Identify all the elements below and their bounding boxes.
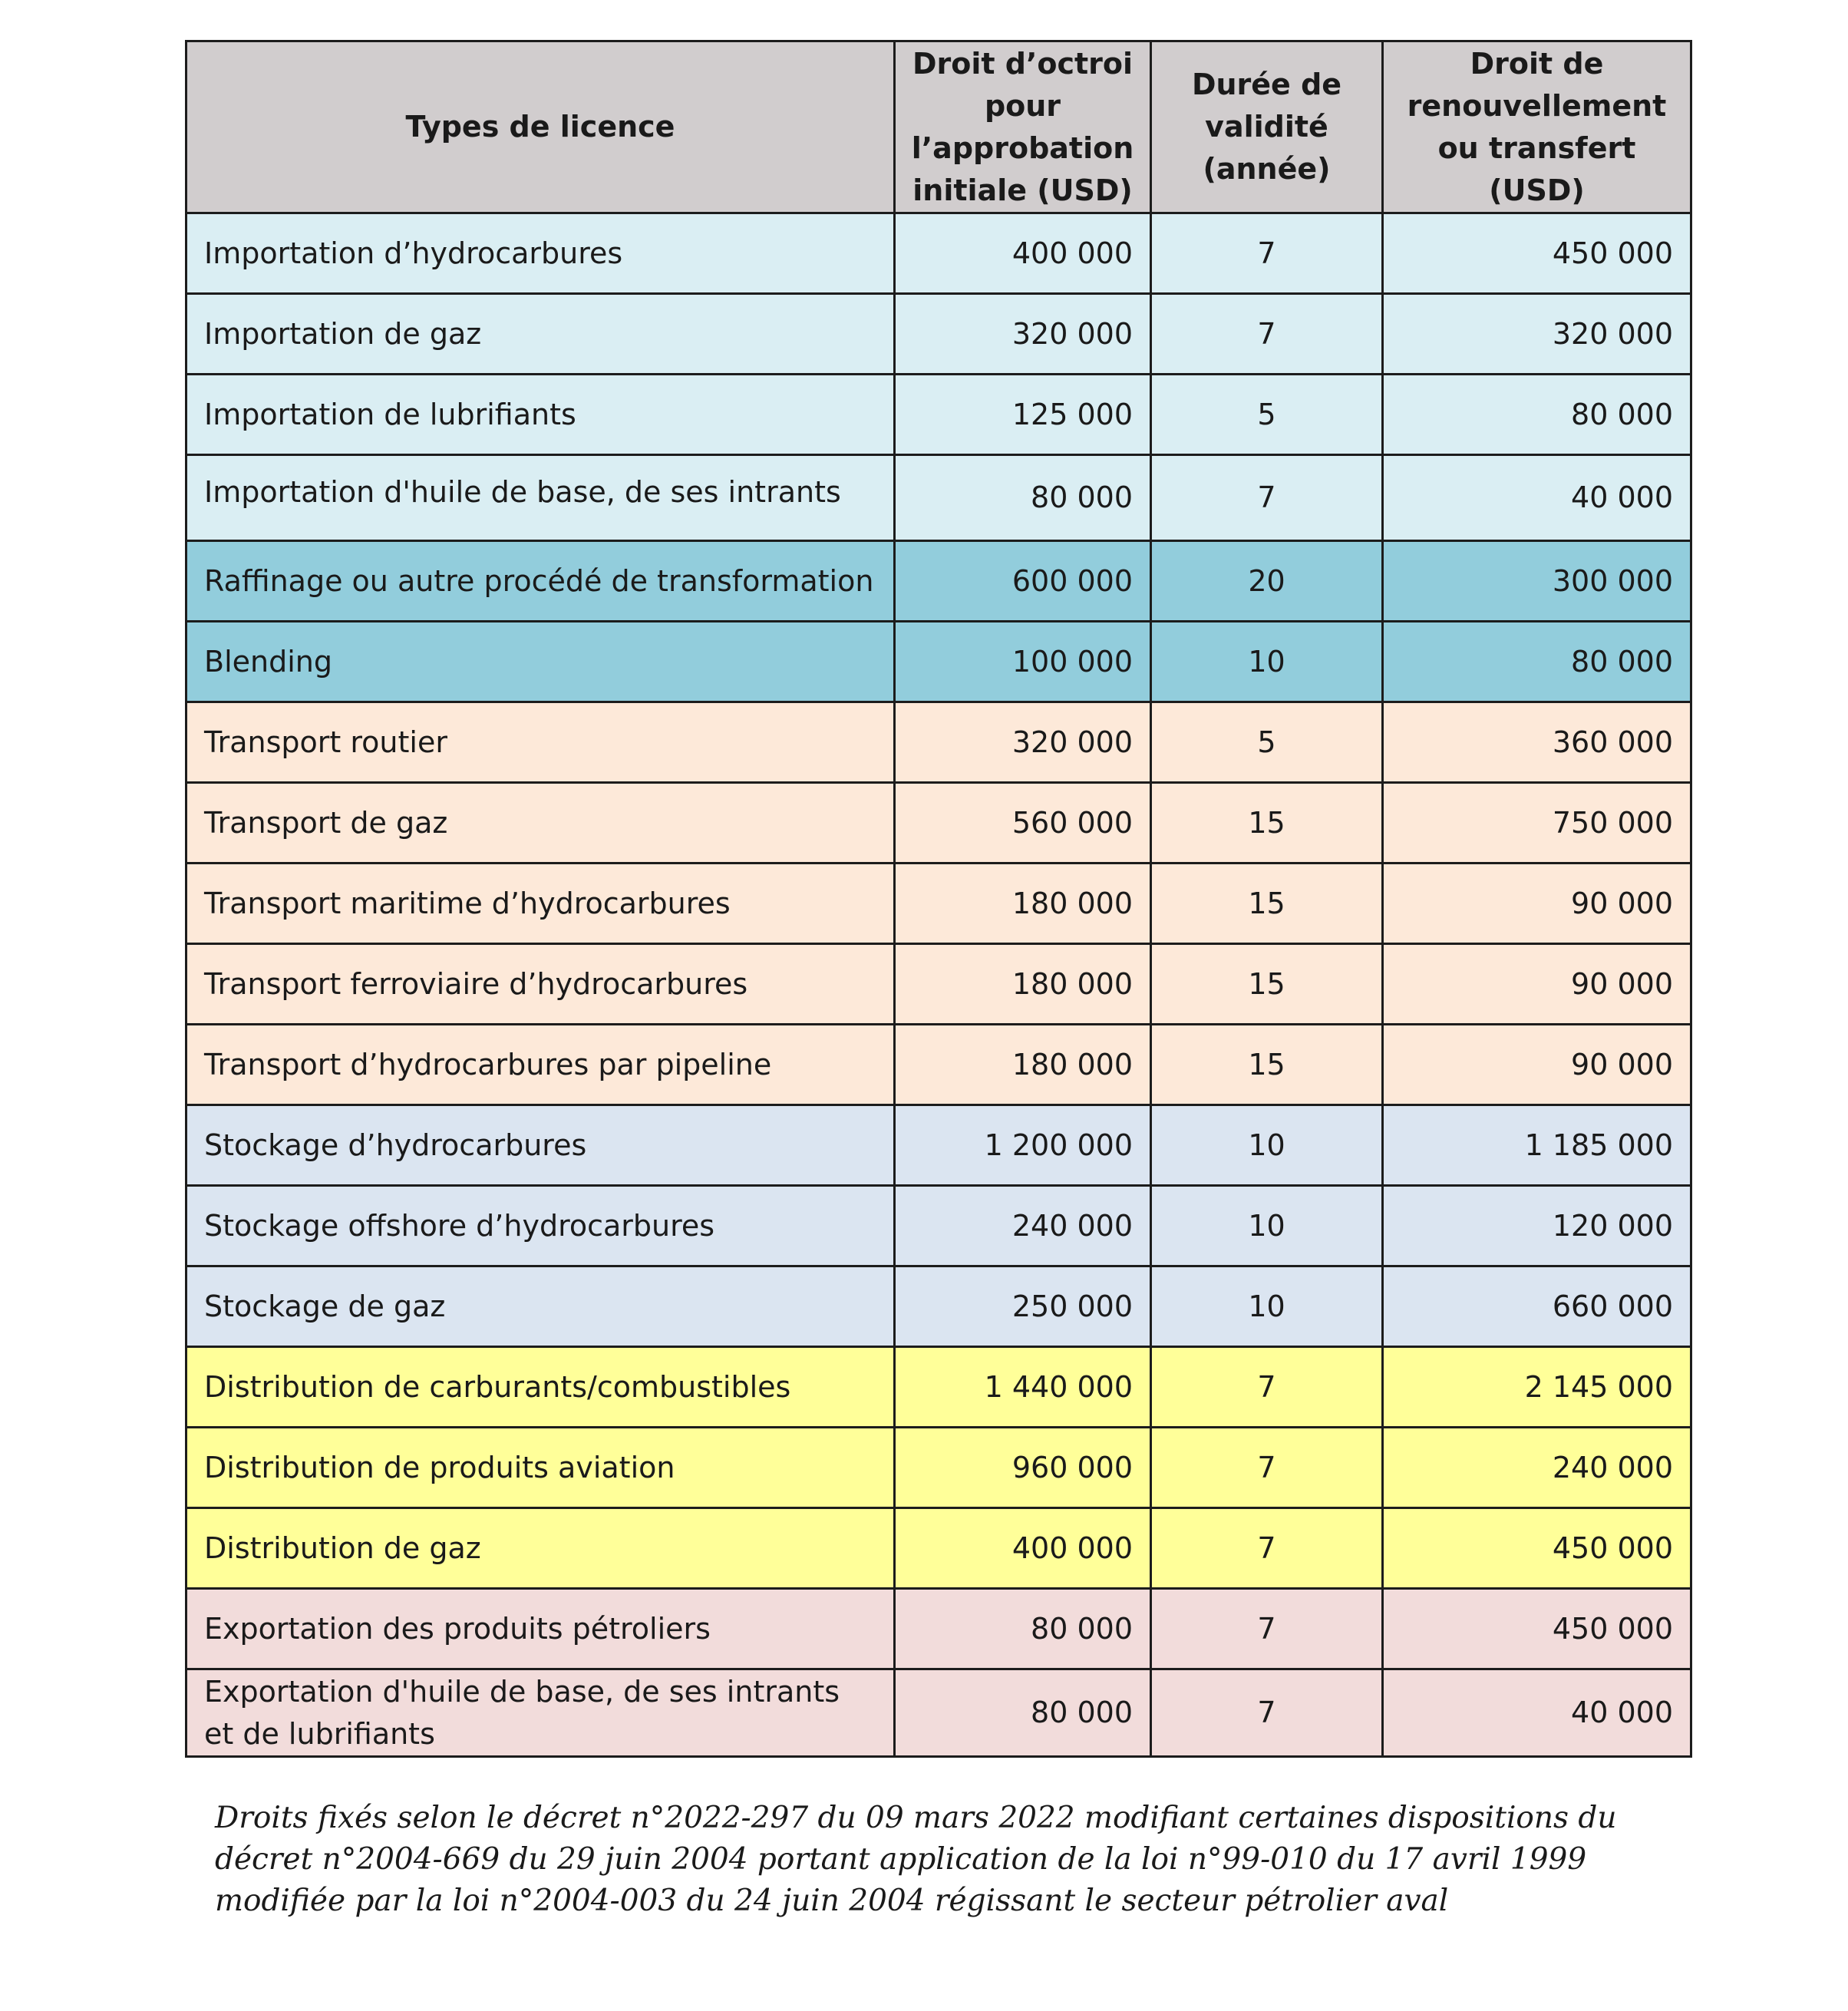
cell-validity-years: 7 (1151, 1428, 1383, 1508)
cell-validity-years: 15 (1151, 783, 1383, 864)
cell-grant-fee: 180 000 (895, 944, 1151, 1025)
cell-renewal-fee: 660 000 (1383, 1266, 1691, 1347)
cell-license-type: Distribution de gaz (186, 1508, 895, 1589)
cell-renewal-fee: 120 000 (1383, 1186, 1691, 1266)
cell-grant-fee: 180 000 (895, 864, 1151, 944)
cell-license-type: Blending (186, 622, 895, 702)
cell-validity-years: 7 (1151, 1347, 1383, 1428)
cell-license-type: Importation de gaz (186, 294, 895, 375)
cell-grant-fee: 1 200 000 (895, 1105, 1151, 1186)
cell-grant-fee: 80 000 (895, 1669, 1151, 1757)
cell-license-type: Importation d’hydrocarbures (186, 213, 895, 294)
cell-license-type: Stockage d’hydrocarbures (186, 1105, 895, 1186)
cell-renewal-fee: 240 000 (1383, 1428, 1691, 1508)
table-row (186, 1025, 1691, 1105)
cell-validity-years: 20 (1151, 541, 1383, 622)
table-row (186, 1105, 1691, 1186)
footnote: Droits fixés selon le décret n°2022-297 du 09 mars 2022 modifiant certaines dispositions du décret n°2004-669 du 29 juin 2004 portant application de la loi n°99-010 du 17 avril 1999 modifiée par la loi n°2004-003 du 24 juin 2004 régissant le secteur pétrolier aval (215, 1801, 1617, 1918)
table-row (186, 864, 1691, 944)
table-row (186, 375, 1691, 455)
cell-grant-fee: 320 000 (895, 294, 1151, 375)
cell-renewal-fee: 750 000 (1383, 783, 1691, 864)
cell-renewal-fee: 2 145 000 (1383, 1347, 1691, 1428)
cell-validity-years: 7 (1151, 1508, 1383, 1589)
license-fee-table (185, 40, 1692, 1758)
cell-grant-fee: 125 000 (895, 375, 1151, 455)
cell-license-type: Transport d’hydrocarbures par pipeline (186, 1025, 895, 1105)
cell-validity-years: 15 (1151, 944, 1383, 1025)
cell-grant-fee: 320 000 (895, 702, 1151, 783)
table-row (186, 1266, 1691, 1347)
table-row (186, 1669, 1691, 1757)
cell-grant-fee: 1 440 000 (895, 1347, 1151, 1428)
cell-validity-years: 5 (1151, 702, 1383, 783)
cell-grant-fee: 400 000 (895, 1508, 1151, 1589)
cell-validity-years: 7 (1151, 1589, 1383, 1669)
header-renewal-fee: Droit de renouvellement ou transfert (USD) (1383, 41, 1691, 213)
cell-license-type: Transport de gaz (186, 783, 895, 864)
table-row (186, 622, 1691, 702)
cell-validity-years: 7 (1151, 213, 1383, 294)
cell-validity-years: 10 (1151, 1105, 1383, 1186)
cell-license-type: Raffinage ou autre procédé de transformation (186, 541, 895, 622)
cell-grant-fee: 240 000 (895, 1186, 1151, 1266)
cell-renewal-fee: 450 000 (1383, 213, 1691, 294)
cell-renewal-fee: 80 000 (1383, 375, 1691, 455)
header-validity-years: Durée de validité (année) (1151, 41, 1383, 213)
cell-validity-years: 15 (1151, 1025, 1383, 1105)
cell-grant-fee: 400 000 (895, 213, 1151, 294)
cell-renewal-fee: 90 000 (1383, 944, 1691, 1025)
table-row (186, 702, 1691, 783)
cell-validity-years: 10 (1151, 1266, 1383, 1347)
table-row (186, 1589, 1691, 1669)
cell-renewal-fee: 450 000 (1383, 1508, 1691, 1589)
cell-license-type: Distribution de carburants/combustibles (186, 1347, 895, 1428)
table-row (186, 1428, 1691, 1508)
cell-renewal-fee: 90 000 (1383, 864, 1691, 944)
cell-renewal-fee: 320 000 (1383, 294, 1691, 375)
table-row (186, 1347, 1691, 1428)
table-row (186, 1508, 1691, 1589)
cell-grant-fee: 560 000 (895, 783, 1151, 864)
table-row (186, 213, 1691, 294)
cell-grant-fee: 960 000 (895, 1428, 1151, 1508)
cell-license-type: Transport maritime d’hydrocarbures (186, 864, 895, 944)
cell-renewal-fee: 360 000 (1383, 702, 1691, 783)
cell-license-type: Exportation d'huile de base, de ses intrants et de lubrifiants (186, 1669, 895, 1757)
table-row (186, 944, 1691, 1025)
cell-license-type: Transport ferroviaire d’hydrocarbures (186, 944, 895, 1025)
cell-license-type: Transport routier (186, 702, 895, 783)
cell-grant-fee: 600 000 (895, 541, 1151, 622)
cell-validity-years: 15 (1151, 864, 1383, 944)
cell-renewal-fee: 40 000 (1383, 455, 1691, 541)
cell-renewal-fee: 80 000 (1383, 622, 1691, 702)
table-row (186, 294, 1691, 375)
header-license-type: Types de licence (186, 41, 895, 213)
table-row (186, 541, 1691, 622)
table-body (186, 213, 1691, 1757)
table-header-row (186, 41, 1691, 213)
table-row (186, 1186, 1691, 1266)
cell-validity-years: 7 (1151, 294, 1383, 375)
cell-renewal-fee: 90 000 (1383, 1025, 1691, 1105)
cell-grant-fee: 180 000 (895, 1025, 1151, 1105)
cell-renewal-fee: 1 185 000 (1383, 1105, 1691, 1186)
cell-renewal-fee: 300 000 (1383, 541, 1691, 622)
cell-renewal-fee: 450 000 (1383, 1589, 1691, 1669)
cell-grant-fee: 250 000 (895, 1266, 1151, 1347)
table-row (186, 783, 1691, 864)
cell-validity-years: 7 (1151, 1669, 1383, 1757)
header-grant-fee: Droit d’octroi pour l’approbation initiale (USD) (895, 41, 1151, 213)
cell-license-type: Stockage de gaz (186, 1266, 895, 1347)
cell-validity-years: 10 (1151, 622, 1383, 702)
cell-validity-years: 5 (1151, 375, 1383, 455)
cell-license-type: Exportation des produits pétroliers (186, 1589, 895, 1669)
table-row (186, 455, 1691, 541)
cell-grant-fee: 100 000 (895, 622, 1151, 702)
cell-license-type: Distribution de produits aviation (186, 1428, 895, 1508)
cell-grant-fee: 80 000 (895, 455, 1151, 541)
cell-license-type: Importation de lubrifiants (186, 375, 895, 455)
cell-validity-years: 10 (1151, 1186, 1383, 1266)
cell-validity-years: 7 (1151, 455, 1383, 541)
cell-license-type: Stockage offshore d’hydrocarbures (186, 1186, 895, 1266)
cell-renewal-fee: 40 000 (1383, 1669, 1691, 1757)
cell-grant-fee: 80 000 (895, 1589, 1151, 1669)
cell-license-type: Importation d'huile de base, de ses intrants (186, 455, 895, 541)
